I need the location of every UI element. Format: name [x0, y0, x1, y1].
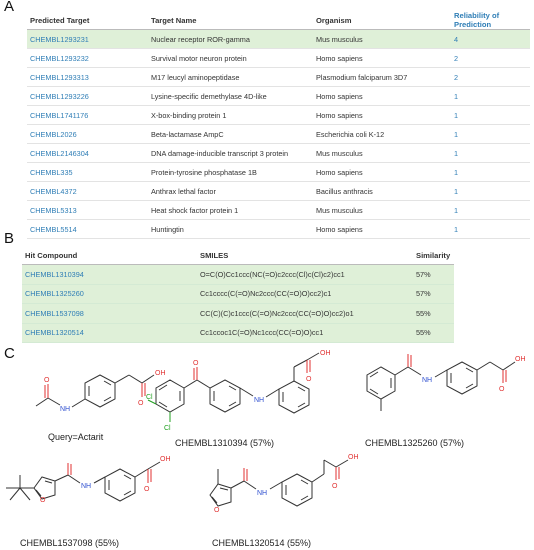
organism: Bacillus anthracis [313, 182, 451, 201]
table-row [27, 220, 530, 239]
similarity-value: 55% [413, 304, 454, 324]
target-name: Survival motor neuron protein [148, 49, 313, 68]
reliability-value: 1 [451, 220, 530, 239]
table-row [27, 144, 530, 163]
organism: Mus musculus [313, 144, 451, 163]
hit-compound-link[interactable]: CHEMBL1320514 [22, 323, 197, 343]
organism: Homo sapiens [313, 163, 451, 182]
table-row [27, 49, 530, 68]
organism: Homo sapiens [313, 220, 451, 239]
hydroxyl-atom-label: OH [155, 370, 166, 377]
panel-label-b: B [4, 230, 15, 247]
structure-chembl1320514 [180, 455, 370, 540]
organism: Homo sapiens [313, 106, 451, 125]
target-name: M17 leucyl aminopeptidase [148, 68, 313, 87]
predicted-targets-table [27, 11, 530, 239]
target-name: Huntingtin [148, 220, 313, 239]
oxygen-atom-label: O [306, 376, 312, 383]
nitrogen-atom-label: NH [81, 483, 92, 490]
target-id-link[interactable]: CHEMBL1293231 [27, 30, 148, 49]
oxygen-atom-label: O [44, 377, 50, 384]
smiles-string: Cc1ccoc1C(=O)Nc1ccc(CC(=O)O)cc1 [197, 323, 413, 343]
chlorine-atom-label: Cl [146, 394, 153, 401]
chlorine-atom-label: Cl [164, 425, 171, 432]
similarity-value: 57% [413, 265, 454, 285]
target-id-link[interactable]: CHEMBL1293226 [27, 87, 148, 106]
target-name: Nuclear receptor ROR-gamma [148, 30, 313, 49]
table-row [27, 163, 530, 182]
table-row [27, 68, 530, 87]
table-row [27, 125, 530, 144]
table-row [27, 182, 530, 201]
hit-compounds-table [22, 247, 454, 343]
oxygen-atom-label: O [193, 360, 199, 367]
table-row [27, 106, 530, 125]
target-name: Heat shock factor protein 1 [148, 201, 313, 220]
target-id-link[interactable]: CHEMBL2026 [27, 125, 148, 144]
target-name: X-box-binding protein 1 [148, 106, 313, 125]
column-header-reliability[interactable]: Reliability of Prediction [451, 11, 530, 30]
oxygen-atom-label: O [499, 386, 505, 393]
target-id-link[interactable]: CHEMBL1741176 [27, 106, 148, 125]
structure-caption: Query=Actarit [48, 432, 104, 442]
hit-compound-link[interactable]: CHEMBL1537098 [22, 304, 197, 324]
reliability-value: 1 [451, 87, 530, 106]
column-header-organism[interactable]: Organism [313, 11, 451, 30]
target-id-link[interactable]: CHEMBL5313 [27, 201, 148, 220]
furan-oxygen-label: O [214, 507, 220, 514]
target-id-link[interactable]: CHEMBL335 [27, 163, 148, 182]
target-id-link[interactable]: CHEMBL1293313 [27, 68, 148, 87]
hydroxyl-atom-label: OH [515, 356, 526, 363]
target-name: DNA damage-inducible transcript 3 protein [148, 144, 313, 163]
target-name: Anthrax lethal factor [148, 182, 313, 201]
organism: Homo sapiens [313, 87, 451, 106]
oxygen-atom-label: O [138, 400, 144, 407]
table-header-row [22, 247, 454, 265]
table-row [27, 201, 530, 220]
smiles-string: Cc1cccc(C(=O)Nc2ccc(CC(=O)O)cc2)c1 [197, 284, 413, 304]
target-id-link[interactable]: CHEMBL4372 [27, 182, 148, 201]
similarity-value: 57% [413, 284, 454, 304]
oxygen-atom-label: O [144, 486, 150, 493]
target-id-link[interactable]: CHEMBL2146304 [27, 144, 148, 163]
reliability-value: 1 [451, 201, 530, 220]
smiles-string: O=C(O)Cc1ccc(NC(=O)c2ccc(Cl)c(Cl)c2)cc1 [197, 265, 413, 285]
target-id-link[interactable]: CHEMBL1293232 [27, 49, 148, 68]
target-name: Protein-tyrosine phosphatase 1B [148, 163, 313, 182]
structure-caption: CHEMBL1325260 (57%) [365, 438, 465, 448]
structure-chembl1310394 [146, 350, 350, 445]
table-row [27, 30, 530, 49]
structure-caption: CHEMBL1537098 (55%) [20, 538, 120, 548]
reliability-value: 1 [451, 125, 530, 144]
reliability-value: 1 [451, 106, 530, 125]
structure-chembl1537098 [0, 455, 180, 540]
furan-oxygen-label: O [40, 497, 46, 504]
panel-label-a: A [4, 0, 15, 15]
target-id-link[interactable]: CHEMBL5514 [27, 220, 148, 239]
structure-caption: CHEMBL1320514 (55%) [212, 538, 312, 548]
nitrogen-atom-label: NH [422, 377, 433, 384]
structure-actarit [0, 355, 170, 430]
oxygen-atom-label: O [332, 483, 338, 490]
organism: Plasmodium falciparum 3D7 [313, 68, 451, 87]
table-row [22, 265, 454, 285]
organism: Escherichia coli K-12 [313, 125, 451, 144]
reliability-value: 1 [451, 163, 530, 182]
hit-compound-link[interactable]: CHEMBL1325260 [22, 284, 197, 304]
target-name: Lysine-specific demethylase 4D-like [148, 87, 313, 106]
organism: Mus musculus [313, 30, 451, 49]
nitrogen-atom-label: NH [254, 397, 265, 404]
organism: Mus musculus [313, 201, 451, 220]
similarity-value: 55% [413, 323, 454, 343]
nitrogen-atom-label: NH [257, 490, 268, 497]
column-header-similarity[interactable]: Similarity [413, 247, 454, 265]
table-row [22, 284, 454, 304]
nitrogen-atom-label: NH [60, 406, 71, 413]
structure-caption: CHEMBL1310394 (57%) [175, 438, 275, 448]
target-name: Beta-lactamase AmpC [148, 125, 313, 144]
table-row [27, 87, 530, 106]
column-header-predicted-target[interactable]: Predicted Target [27, 11, 148, 30]
hydroxyl-atom-label: OH [160, 456, 171, 463]
structure-chembl1325260 [355, 355, 534, 440]
reliability-value: 2 [451, 49, 530, 68]
reliability-value: 2 [451, 68, 530, 87]
hydroxyl-atom-label: OH [348, 454, 359, 461]
hit-compound-link[interactable]: CHEMBL1310394 [22, 265, 197, 285]
table-header-row [27, 11, 530, 30]
reliability-value: 1 [451, 182, 530, 201]
table-row [22, 323, 454, 343]
organism: Homo sapiens [313, 49, 451, 68]
table-row [22, 304, 454, 324]
column-header-smiles[interactable]: SMILES [197, 247, 413, 265]
column-header-target-name[interactable]: Target Name [148, 11, 313, 30]
reliability-value: 1 [451, 144, 530, 163]
smiles-string: CC(C)(C)c1ccc(C(=O)Nc2ccc(CC(=O)O)cc2)o1 [197, 304, 413, 324]
reliability-value: 4 [451, 30, 530, 49]
hydroxyl-atom-label: OH [320, 350, 331, 357]
column-header-hit-compound[interactable]: Hit Compound [22, 247, 197, 265]
panel-label-c: C [4, 345, 15, 362]
